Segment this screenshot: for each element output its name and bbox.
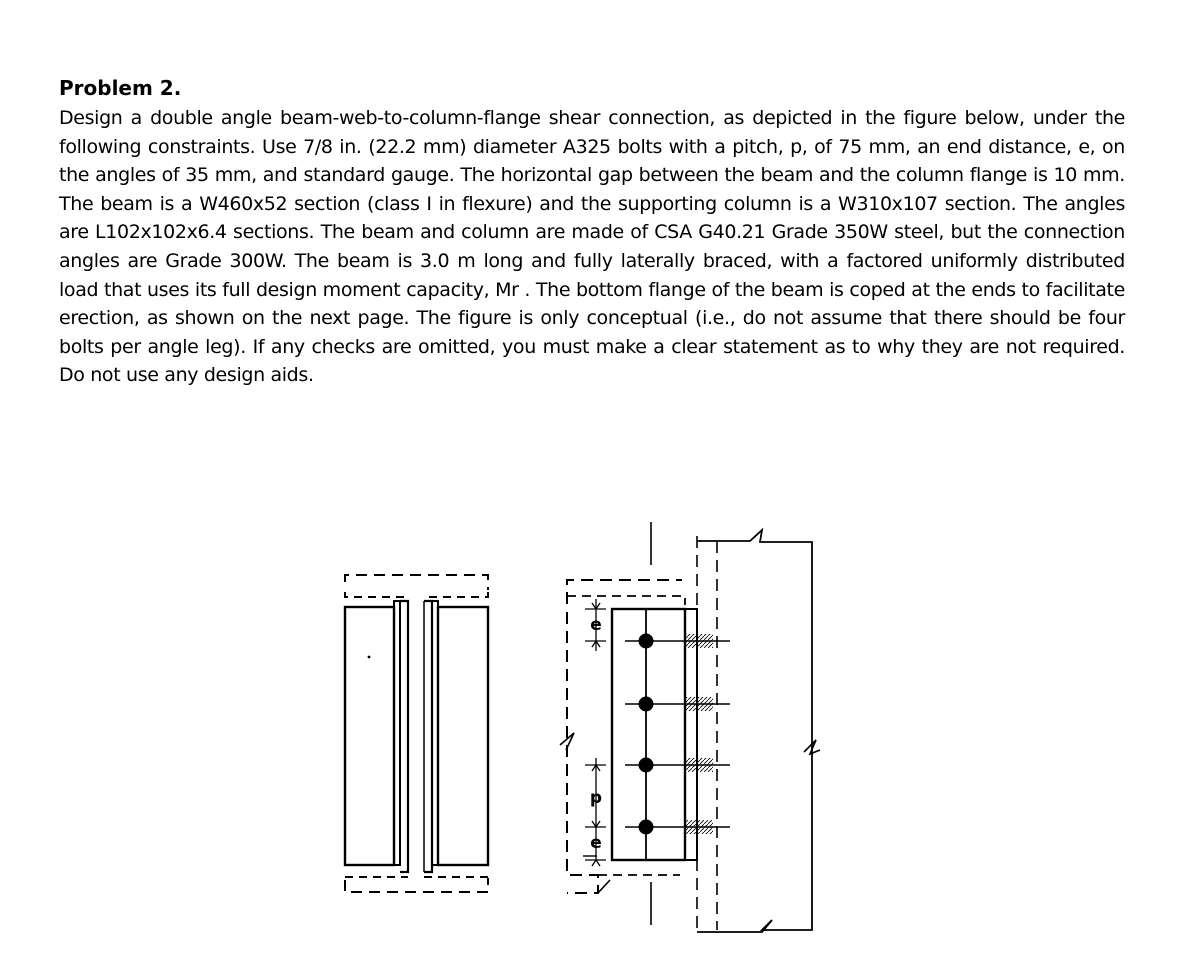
connection-side-view [560, 522, 820, 932]
bolt-row-3 [625, 758, 730, 772]
angle-pair-end-view [345, 575, 488, 892]
label-e-bottom: e [590, 833, 602, 853]
label-e-top: e [590, 615, 602, 635]
problem-title: Problem 2. [59, 76, 182, 100]
bolt-row-4 [625, 820, 730, 834]
label-p: p [589, 788, 603, 808]
bolt-row-1 [625, 634, 730, 648]
bolt-row-2 [625, 697, 730, 711]
problem-statement: Design a double angle beam-web-to-column-flange shear connection, as depicted in the figure below, under the following constraints. Use 7/8 in. (22.2 mm) diameter A325 bolts with a pitch, p, of 75 mm, an end distance, e, on the angles of 35 mm, and standard gauge. The horizontal gap between the beam and the column flange is 10 mm. The beam is a W460x52 section (class I in flexure) and the supporting column is a W310x107 section. The angles are L102x102x6.4 sections. The beam and column are made of CSA G40.21 Grade 350W steel, but the connection angles are Grade 300W. The beam is 3.0 m long and fully laterally braced, with a factored uniformly distributed load that uses its full design moment capacity, Mr . The bottom flange of the beam is coped at the ends to facilitate erection, as shown on the next page. The figure is only conceptual (i.e., do not assume that there should be four bolts per angle leg). If any checks are omitted, you must make a clear statement as to why they are not required. Do not use any design aids. [59, 107, 1125, 387]
